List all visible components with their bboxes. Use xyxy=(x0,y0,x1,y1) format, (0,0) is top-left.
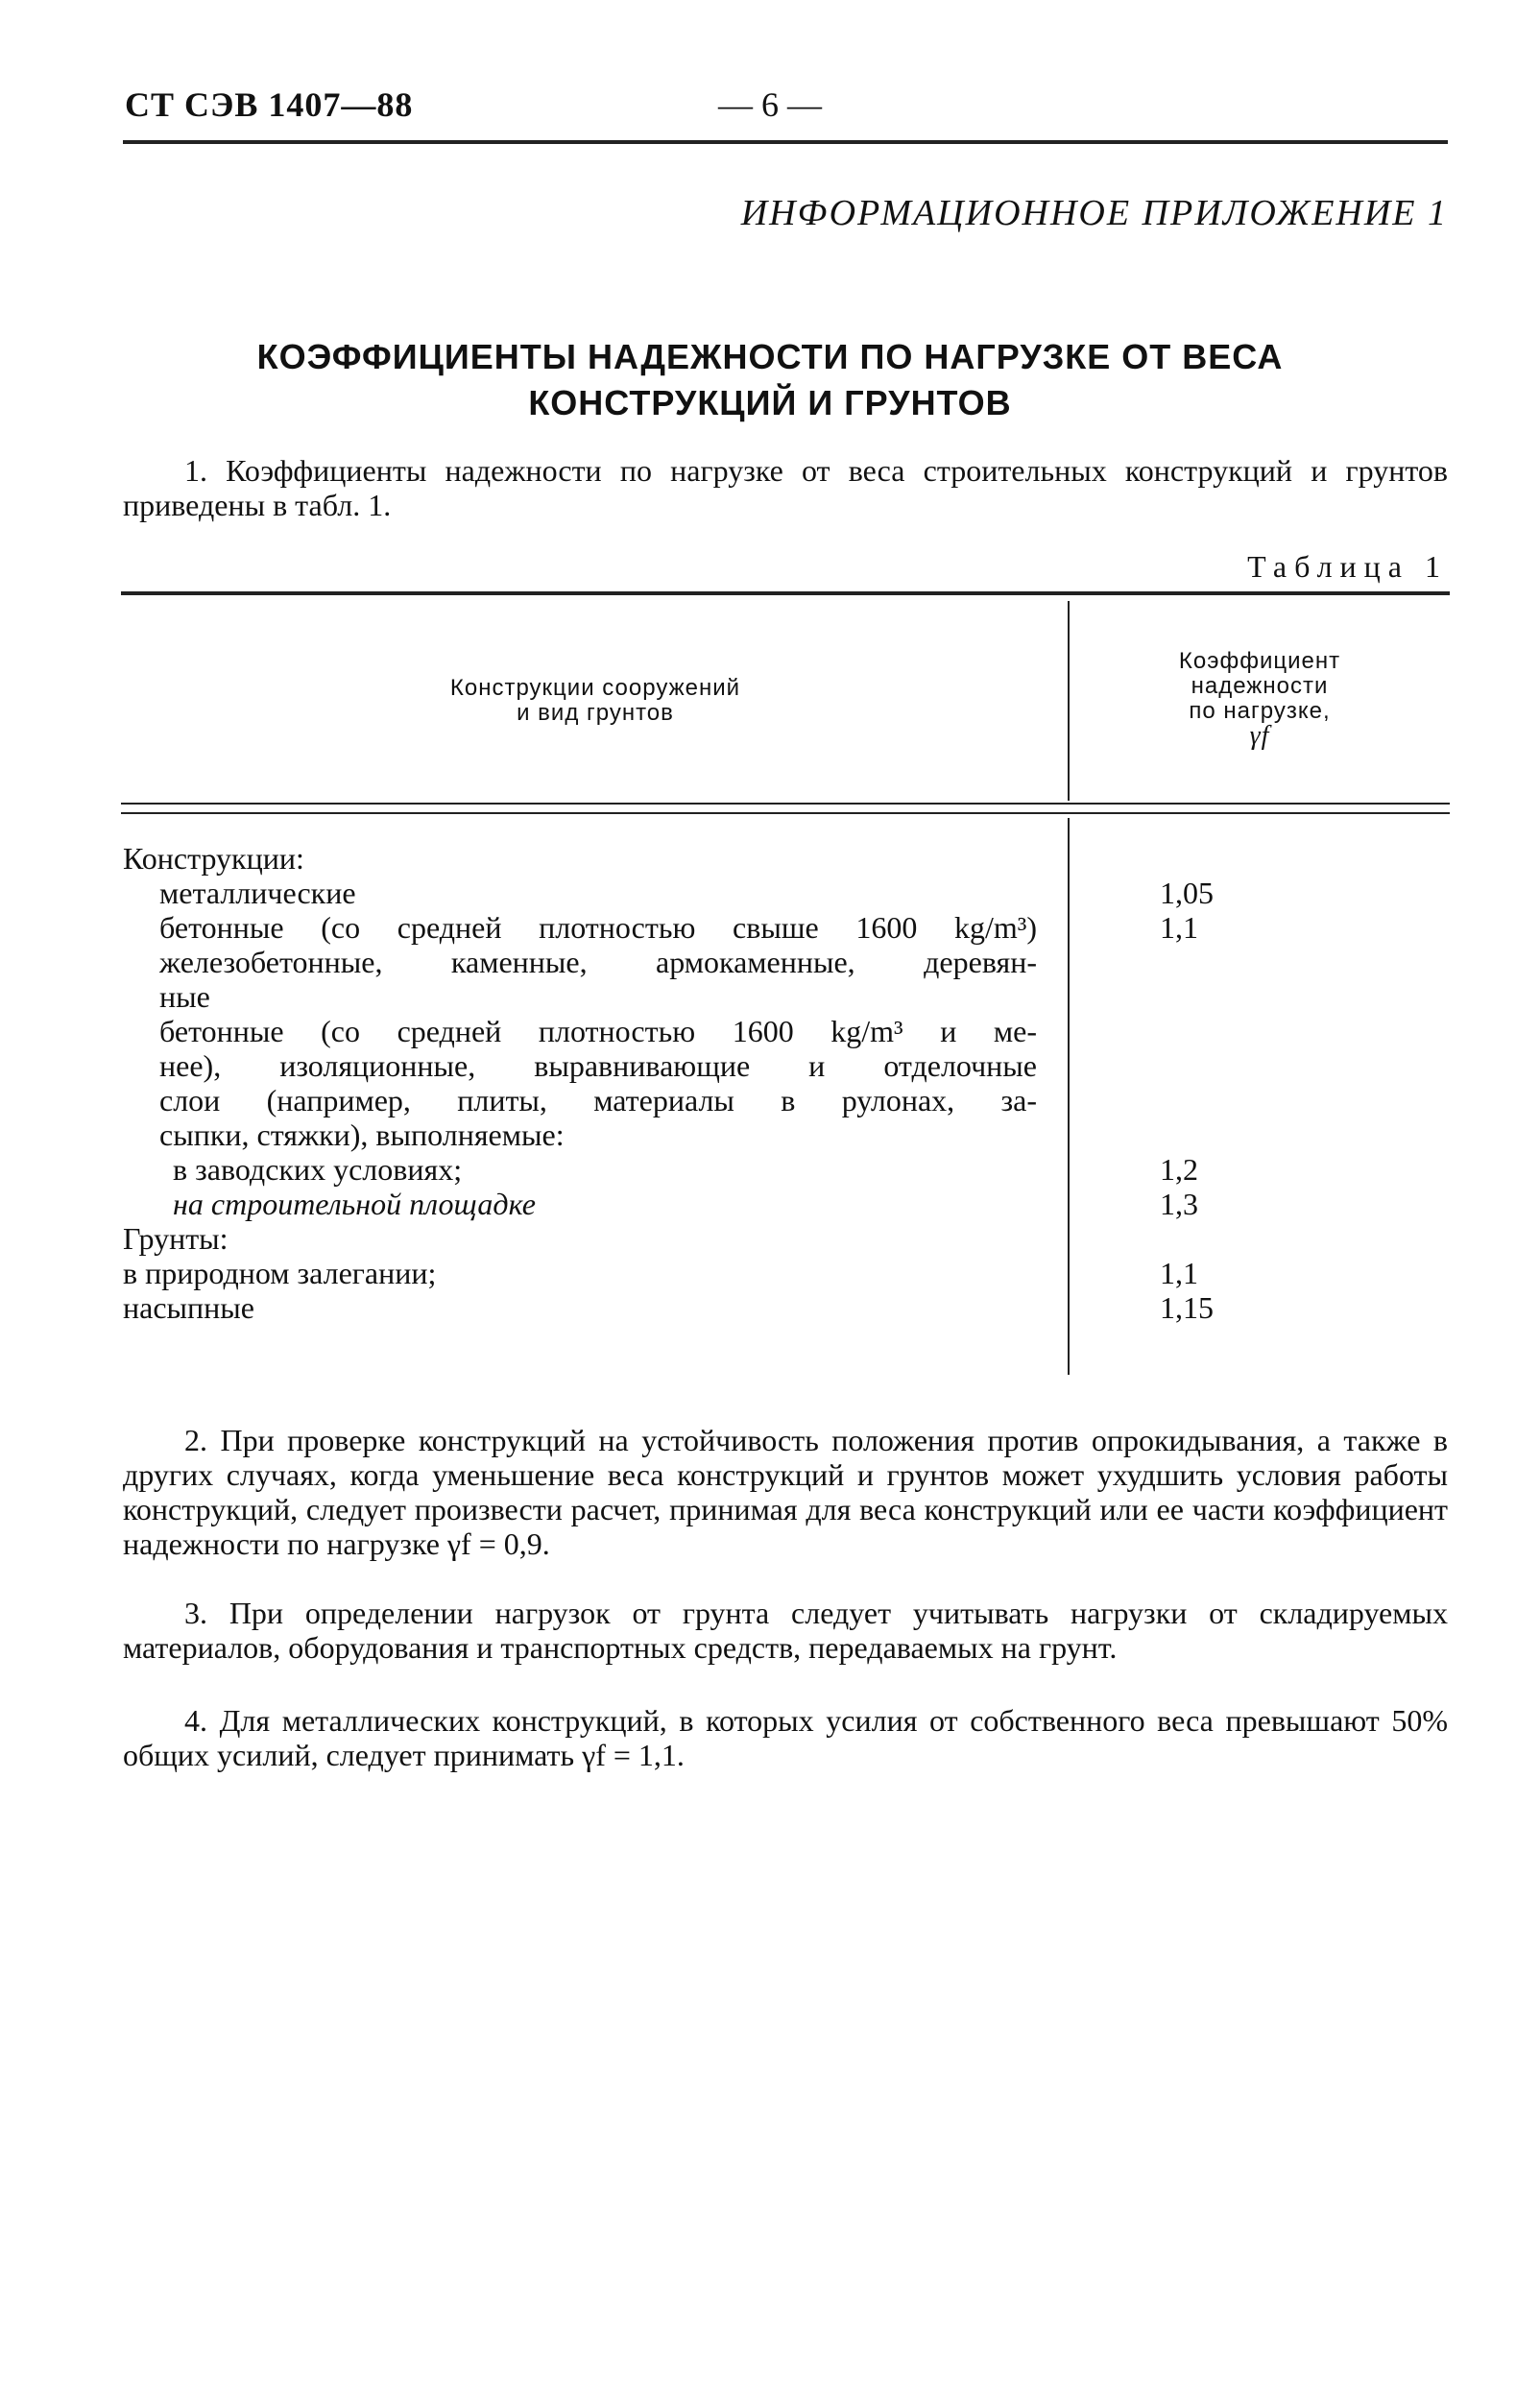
row-text: на строительной площадке xyxy=(173,1187,536,1221)
header-rule xyxy=(123,140,1448,144)
section-title xyxy=(0,334,1540,426)
row-text: в природном залегании; xyxy=(123,1256,437,1290)
appendix-label: ИНФОРМАЦИОННОЕ ПРИЛОЖЕНИЕ 1 xyxy=(740,193,1448,233)
table-header-coefficient-line-3: по нагрузке, xyxy=(1189,698,1331,724)
table-row xyxy=(123,1048,1450,1083)
table-header-rule-2 xyxy=(121,812,1450,814)
table-top-rule xyxy=(121,591,1450,595)
table-row xyxy=(123,1014,1450,1048)
table-header-structures xyxy=(123,676,1068,726)
paragraph-2: 2. При проверке конструкций на устойчивость положения против опрокидывания, а также в других случаях, когда уменьшение веса конструкций и грунтов может ухудшить условия работы конструкций, следует произвести расчет, принимая для веса конструкций или ее части коэффициент надежности по нагрузке γf = 0,9. xyxy=(123,1423,1448,1561)
table-row xyxy=(123,979,1450,1014)
table-header-structures-line-2: и вид грунтов xyxy=(517,700,674,726)
page-number: — 6 — xyxy=(718,85,822,124)
paragraph-1: 1. Коэффициенты надежности по нагрузке от веса строительных конструкций и грунтов приведены в табл. 1. xyxy=(123,453,1448,522)
row-text: в заводских условиях; xyxy=(173,1152,463,1187)
table-row xyxy=(123,1221,1450,1256)
row-value: 1,1 xyxy=(1160,910,1198,945)
table-header-coefficient-line-2: надежности xyxy=(1191,673,1329,699)
row-text: Конструкции: xyxy=(123,841,304,876)
section-title-line-1: КОЭФФИЦИЕНТЫ НАДЕЖНОСТИ ПО НАГРУЗКЕ ОТ ВЕСА xyxy=(256,337,1284,376)
table-row xyxy=(123,945,1450,979)
row-text: слои (например, плиты, материалы в рулонах, за- xyxy=(159,1083,1037,1117)
table-row xyxy=(123,1256,1450,1290)
row-text: бетонные (со средней плотностью 1600 kg/m³ и ме- xyxy=(159,1014,1037,1048)
table-caption: Таблица 1 xyxy=(1247,549,1448,584)
table-row xyxy=(123,1117,1450,1152)
table-header-rule-1 xyxy=(121,803,1450,805)
table-header-structures-line-1: Конструкции сооружений xyxy=(449,675,741,701)
row-text: насыпные xyxy=(123,1290,254,1325)
table-row xyxy=(123,1290,1450,1325)
table-row xyxy=(123,841,1450,876)
table-row xyxy=(123,1152,1450,1187)
row-value: 1,1 xyxy=(1160,1256,1198,1290)
row-text: железобетонные, каменные, армокаменные, деревян- xyxy=(159,945,1037,979)
section-title-line-2: КОНСТРУКЦИЙ И ГРУНТОВ xyxy=(528,383,1012,422)
row-value: 1,05 xyxy=(1160,876,1214,910)
row-value: 1,2 xyxy=(1160,1152,1198,1187)
table-row xyxy=(123,1187,1450,1221)
table-row xyxy=(123,876,1450,910)
row-text: металлические xyxy=(159,876,356,910)
row-text: сыпки, стяжки), выполняемые: xyxy=(159,1117,565,1152)
row-text: нее), изоляционные, выравнивающие и отделочные xyxy=(159,1048,1037,1083)
row-value: 1,3 xyxy=(1160,1187,1198,1221)
paragraph-3: 3. При определении нагрузок от грунта следует учитывать нагрузки от складируемых материалов, оборудования и транспортных средств, передаваемых на грунт. xyxy=(123,1596,1448,1665)
row-text: ные xyxy=(159,979,210,1014)
row-value: 1,15 xyxy=(1160,1290,1214,1325)
row-text: Грунты: xyxy=(123,1221,229,1256)
table-row xyxy=(123,1083,1450,1117)
table-header-coefficient-line-1: Коэффициент xyxy=(1178,648,1341,674)
table-row xyxy=(123,910,1450,945)
document-code: СТ СЭВ 1407—88 xyxy=(125,85,414,124)
row-text: бетонные (со средней плотностью свыше 1600 kg/m³) xyxy=(159,910,1037,945)
paragraph-4: 4. Для металлических конструкций, в которых усилия от собственного веса превышают 50% общих усилий, следует принимать γf = 1,1. xyxy=(123,1703,1448,1772)
table-header-coefficient xyxy=(1070,649,1450,749)
table-header-coefficient-symbol: γf xyxy=(1249,721,1270,751)
